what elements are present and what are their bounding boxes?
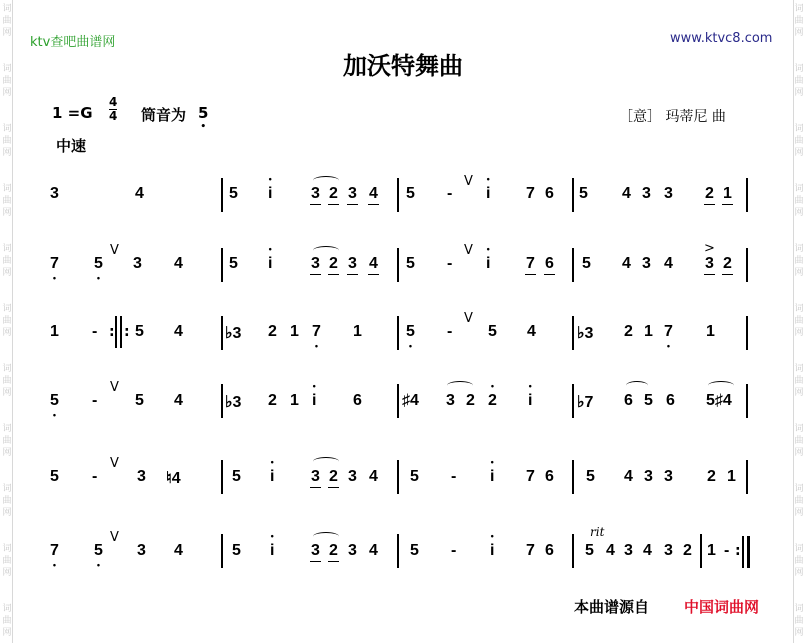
note: 5 (582, 255, 591, 272)
watermark-glyph: 曲 (794, 436, 804, 446)
watermark-glyph: 曲 (794, 196, 804, 206)
note: 1 (50, 323, 59, 340)
note: 5 (229, 255, 238, 272)
repeat-dots: : (109, 324, 115, 340)
music-row-6 (0, 525, 806, 572)
slur (447, 381, 473, 390)
music-row-5 (0, 455, 806, 495)
watermark-glyph: 网 (794, 88, 804, 98)
watermark-glyph: 词 (2, 124, 12, 134)
note: 5 (579, 185, 588, 202)
watermark-glyph: 网 (2, 448, 12, 458)
note: 5 • (50, 392, 59, 410)
watermark-glyph: 网 (2, 508, 12, 518)
dash: - (447, 323, 453, 340)
note: 4 (643, 542, 652, 559)
note: • i (268, 255, 272, 273)
note: 1 (707, 542, 716, 559)
watermark-glyph: 网 (2, 328, 12, 338)
watermark-glyph: 词 (794, 364, 804, 374)
watermark-glyph: 曲 (2, 556, 12, 566)
note: 3 (311, 185, 320, 202)
note: 7 • (50, 255, 59, 273)
tone-label: 筒音为 (141, 106, 187, 124)
note: 4 (622, 185, 631, 202)
bar-line (397, 316, 399, 350)
note: 5 (135, 323, 144, 340)
note: 5 (585, 542, 594, 559)
note: 6 (666, 392, 675, 409)
note: 4 (174, 323, 183, 340)
breath-mark: V (464, 243, 473, 258)
bar-line (221, 316, 223, 350)
tempo-marking: 中速 (56, 137, 87, 155)
note: 3 (348, 185, 357, 202)
note: • i (268, 185, 272, 203)
repeat-bar (115, 316, 117, 348)
footer-source-site[interactable]: 中国词曲网 (684, 598, 760, 616)
watermark-glyph: 网 (794, 28, 804, 38)
time-denominator: 4 (109, 109, 118, 123)
watermark-glyph: 曲 (794, 136, 804, 146)
breath-mark: V (110, 380, 119, 395)
watermark-glyph: 曲 (2, 616, 12, 626)
watermark-glyph: 曲 (794, 316, 804, 326)
bar-line (221, 534, 223, 568)
bar-line (221, 178, 223, 212)
note: 2 (329, 468, 338, 485)
dash: - (92, 323, 98, 340)
note: 1 (353, 323, 362, 340)
watermark-glyph: 词 (2, 304, 12, 314)
note: 5 (406, 185, 415, 202)
watermark-glyph: 词 (2, 64, 12, 74)
music-row-4 (0, 376, 806, 416)
breath-mark: V (464, 311, 473, 326)
watermark-glyph: 词 (2, 4, 12, 14)
music-row-1 (0, 174, 806, 218)
breath-mark: V (110, 243, 119, 258)
note: 1 (290, 323, 299, 340)
repeat-bar (747, 536, 750, 568)
dash: - (92, 468, 98, 485)
note: 7 (526, 185, 535, 202)
watermark-glyph: 网 (2, 628, 12, 638)
watermark-glyph: 网 (794, 508, 804, 518)
watermark-glyph: 词 (794, 184, 804, 194)
watermark-glyph: 曲 (2, 136, 12, 146)
bar-line (221, 248, 223, 282)
note: 5 • (94, 255, 103, 273)
note: 6 (545, 468, 554, 485)
watermark-glyph: 网 (794, 448, 804, 458)
note: 7 • (312, 323, 321, 341)
dash: - (447, 185, 453, 202)
note: 2 (329, 542, 338, 559)
note: 5 (232, 468, 241, 485)
note: 2 (723, 255, 732, 272)
composer: ［意］ 玛蒂尼 曲 (619, 109, 726, 125)
watermark-glyph: 曲 (2, 76, 12, 86)
watermark-glyph: 曲 (794, 616, 804, 626)
watermark-glyph: 网 (794, 268, 804, 278)
dash: - (451, 542, 457, 559)
time-numerator: 4 (109, 95, 118, 109)
watermark-glyph: 曲 (2, 376, 12, 386)
note: 2 (329, 255, 338, 272)
slur (313, 457, 339, 466)
note: 6 (353, 392, 362, 409)
bar-line (397, 248, 399, 282)
watermark-glyph: 词 (2, 484, 12, 494)
ritardando-mark: rit (590, 525, 605, 539)
bar-line (572, 384, 574, 418)
watermark-glyph: 词 (2, 184, 12, 194)
time-signature (109, 96, 117, 123)
bar-line (397, 178, 399, 212)
slur (313, 246, 339, 255)
watermark-glyph: 词 (794, 304, 804, 314)
dash: - (447, 255, 453, 272)
note: 2 (624, 323, 633, 340)
note: 6 (545, 542, 554, 559)
note: 5 • (406, 323, 415, 341)
note: 5 • (94, 542, 103, 560)
note: 1 (723, 185, 732, 202)
note: • i (270, 542, 274, 560)
tone-value: 5 • (198, 104, 208, 122)
bar-line (221, 460, 223, 494)
bar-line (746, 248, 748, 282)
watermark-glyph: 词 (794, 4, 804, 14)
watermark-glyph: 网 (794, 328, 804, 338)
dash: - (724, 542, 730, 559)
note: ♮4 (166, 470, 181, 487)
note: 3 (311, 468, 320, 485)
watermark-glyph: 网 (794, 208, 804, 218)
bar-line (746, 178, 748, 212)
watermark-glyph: 网 (794, 148, 804, 158)
watermark-glyph: 网 (2, 208, 12, 218)
slur (708, 381, 734, 390)
watermark-glyph: 网 (2, 568, 12, 578)
bar-line (572, 534, 574, 568)
watermark-glyph: 曲 (2, 196, 12, 206)
note: 7 (526, 468, 535, 485)
note: 4 (174, 392, 183, 409)
slur (313, 176, 339, 185)
watermark-glyph: 曲 (794, 376, 804, 386)
note: 5 (410, 468, 419, 485)
note: 5♯4 (706, 392, 732, 409)
note: • i (486, 255, 490, 273)
note: 3 (644, 468, 653, 485)
note: • i (528, 392, 532, 410)
note: • i (490, 468, 494, 486)
note: 6 (545, 185, 554, 202)
bar-line (746, 460, 748, 494)
watermark-glyph: 曲 (2, 256, 12, 266)
note: 3 (446, 392, 455, 409)
note: 2 (268, 323, 277, 340)
note: 3 (642, 185, 651, 202)
note: • i (490, 542, 494, 560)
bar-line (700, 534, 702, 568)
dash: - (92, 392, 98, 409)
note: 5 (488, 323, 497, 340)
note: 5 (586, 468, 595, 485)
watermark-glyph: 曲 (794, 556, 804, 566)
accent-mark: > (704, 241, 715, 256)
note: ♭3 (577, 325, 594, 342)
note: 6 (545, 255, 554, 272)
note: 7 (526, 255, 535, 272)
note: 4 (606, 542, 615, 559)
note: 4 (174, 542, 183, 559)
note: ♭7 (577, 394, 594, 411)
note: 2 (329, 185, 338, 202)
note: 3 (137, 468, 146, 485)
note: 4 (369, 185, 378, 202)
note: 1 (727, 468, 736, 485)
bar-line (397, 384, 399, 418)
note: 1 (290, 392, 299, 409)
note: 2 (268, 392, 277, 409)
bar-line (221, 384, 223, 418)
note: 1 (706, 323, 715, 340)
watermark-glyph: 网 (794, 388, 804, 398)
note: 5 (229, 185, 238, 202)
note: 5 (406, 255, 415, 272)
watermark-glyph: 曲 (2, 436, 12, 446)
note: 3 (311, 255, 320, 272)
bar-line (572, 178, 574, 212)
slur (626, 381, 648, 390)
note: 3 (348, 468, 357, 485)
source-site-right: www.ktvc8.com (670, 31, 773, 46)
watermark-glyph: 词 (794, 484, 804, 494)
watermark-glyph: 词 (2, 604, 12, 614)
key-signature: 1 =G (52, 104, 93, 122)
watermark-glyph: 网 (2, 28, 12, 38)
note: • 2 (488, 392, 497, 410)
watermark-glyph: 词 (2, 244, 12, 254)
note: 4 (527, 323, 536, 340)
note: 3 (664, 542, 673, 559)
note: 7 • (664, 323, 673, 341)
note: 3 (137, 542, 146, 559)
breath-mark: V (110, 456, 119, 471)
watermark-glyph: 曲 (2, 496, 12, 506)
note: 7 (526, 542, 535, 559)
note: ♯4 (402, 392, 419, 409)
bar-line (397, 460, 399, 494)
watermark-glyph: 词 (794, 544, 804, 554)
bar-line (746, 316, 748, 350)
dash: - (451, 468, 457, 485)
note: • i (486, 185, 490, 203)
watermark-glyph: 网 (2, 388, 12, 398)
bar-line (397, 534, 399, 568)
slur (313, 532, 339, 541)
note: • i (270, 468, 274, 486)
repeat-bar (742, 536, 744, 568)
note: 3 (348, 542, 357, 559)
bar-line (572, 460, 574, 494)
note: 3 (664, 468, 673, 485)
bar-line (572, 248, 574, 282)
watermark-glyph: 词 (794, 124, 804, 134)
note: 4 (369, 468, 378, 485)
note: ♭3 (225, 325, 242, 342)
note: 2 (683, 542, 692, 559)
breath-mark: V (110, 530, 119, 545)
source-site-left: ktv查吧曲谱网 (30, 35, 116, 50)
note: 2 (705, 185, 714, 202)
watermark-glyph: 词 (2, 424, 12, 434)
watermark-glyph: 曲 (2, 16, 12, 26)
watermark-glyph: 网 (794, 568, 804, 578)
note: 1 (644, 323, 653, 340)
note: 3 (311, 542, 320, 559)
note: 6 (624, 392, 633, 409)
note: 3 (705, 255, 714, 272)
watermark-glyph: 曲 (794, 16, 804, 26)
note: 4 (624, 468, 633, 485)
watermark-glyph: 词 (2, 364, 12, 374)
breath-mark: V (464, 174, 473, 189)
note: 4 (369, 542, 378, 559)
note: 5 (232, 542, 241, 559)
watermark-glyph: 网 (2, 88, 12, 98)
note: 3 (642, 255, 651, 272)
note: 4 (664, 255, 673, 272)
note: 2 (707, 468, 716, 485)
repeat-dots: : (124, 324, 130, 340)
note: 7 • (50, 542, 59, 560)
watermark-glyph: 词 (2, 544, 12, 554)
note: 4 (369, 255, 378, 272)
watermark-glyph: 网 (794, 628, 804, 638)
note: 3 (133, 255, 142, 272)
watermark-glyph: 词 (794, 424, 804, 434)
note: ♭3 (225, 394, 242, 411)
watermark-glyph: 词 (794, 604, 804, 614)
bar-line (572, 316, 574, 350)
bar-line (746, 384, 748, 418)
note: 5 (135, 392, 144, 409)
watermark-glyph: 网 (2, 148, 12, 158)
note: 4 (174, 255, 183, 272)
page-title: 加沃特舞曲 (343, 51, 463, 80)
watermark-glyph: 曲 (794, 496, 804, 506)
repeat-dots: : (735, 543, 741, 559)
note: 3 (50, 185, 59, 202)
music-row-3 (0, 310, 806, 350)
note: 3 (664, 185, 673, 202)
note: 3 (348, 255, 357, 272)
music-row-2 (0, 243, 806, 283)
note: 2 (466, 392, 475, 409)
watermark-glyph: 曲 (794, 76, 804, 86)
repeat-bar (120, 316, 122, 348)
watermark-glyph: 词 (794, 64, 804, 74)
watermark-glyph: 曲 (794, 256, 804, 266)
note: 5 (50, 468, 59, 485)
note: 4 (622, 255, 631, 272)
note: 5 (410, 542, 419, 559)
watermark-glyph: 词 (794, 244, 804, 254)
watermark-glyph: 网 (2, 268, 12, 278)
note: 3 (624, 542, 633, 559)
note: 4 (135, 185, 144, 202)
watermark-glyph: 曲 (2, 316, 12, 326)
note: • i (312, 392, 316, 410)
footer-source-label: 本曲谱源自 (574, 598, 650, 616)
note: 5 (644, 392, 653, 409)
